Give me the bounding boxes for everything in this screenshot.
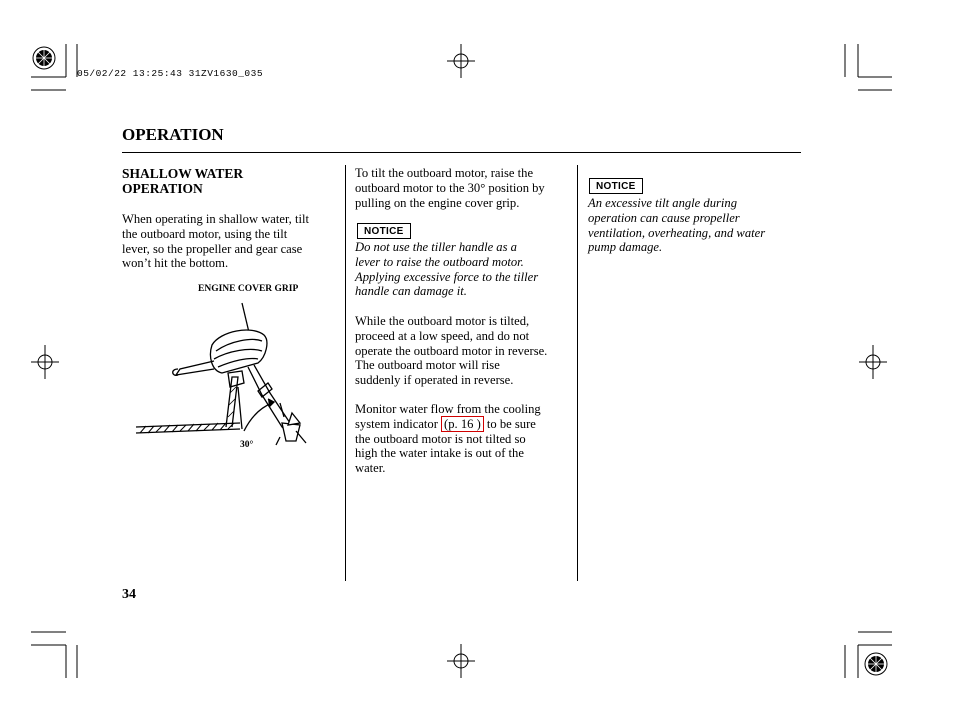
print-stamp: 05/02/22 13:25:43 31ZV1630_035 (77, 68, 264, 79)
column-divider-1 (345, 165, 346, 581)
notice-badge-1: NOTICE (357, 223, 411, 239)
col2-notice-text: Do not use the tiller handle as a lever to raise the outboard motor. Applying excessive force to the tiller handle can damage it. (355, 240, 539, 299)
col3-notice-text: An excessive tilt angle during operation can cause propeller ventilation, overheating, and water pump damage. (588, 196, 766, 255)
col1-paragraph: When operating in shallow water, tilt the outboard motor, using the tilt lever, so the propeller and gear case won’t hit the bottom. (122, 212, 309, 271)
col2-paragraph-3: Monitor water flow from the cooling system indicator (p. 16 ) to be sure the outboard motor is not tilted so high the water intake is out of the water. (355, 402, 541, 476)
figure-angle-label: 30° (240, 440, 254, 450)
section-title: OPERATION (122, 125, 224, 144)
subsection-heading: SHALLOW WATER OPERATION (122, 166, 244, 196)
page-number: 34 (122, 587, 136, 602)
page-reference-link[interactable]: (p. 16 ) (441, 416, 484, 432)
col2-paragraph-2: While the outboard motor is tilted, proceed at a low speed, and do not operate the outboard motor in reverse. The outboard motor will rise suddenly if operated in reverse. (355, 314, 548, 388)
notice-badge-2: NOTICE (589, 178, 643, 194)
column-divider-2 (577, 165, 578, 581)
outboard-tilt-illustration (130, 295, 340, 455)
col2-paragraph-1: To tilt the outboard motor, raise the outboard motor to the 30° position by pulling on the engine cover grip. (355, 166, 545, 210)
title-rule (122, 152, 801, 153)
figure-callout: ENGINE COVER GRIP (198, 284, 299, 294)
